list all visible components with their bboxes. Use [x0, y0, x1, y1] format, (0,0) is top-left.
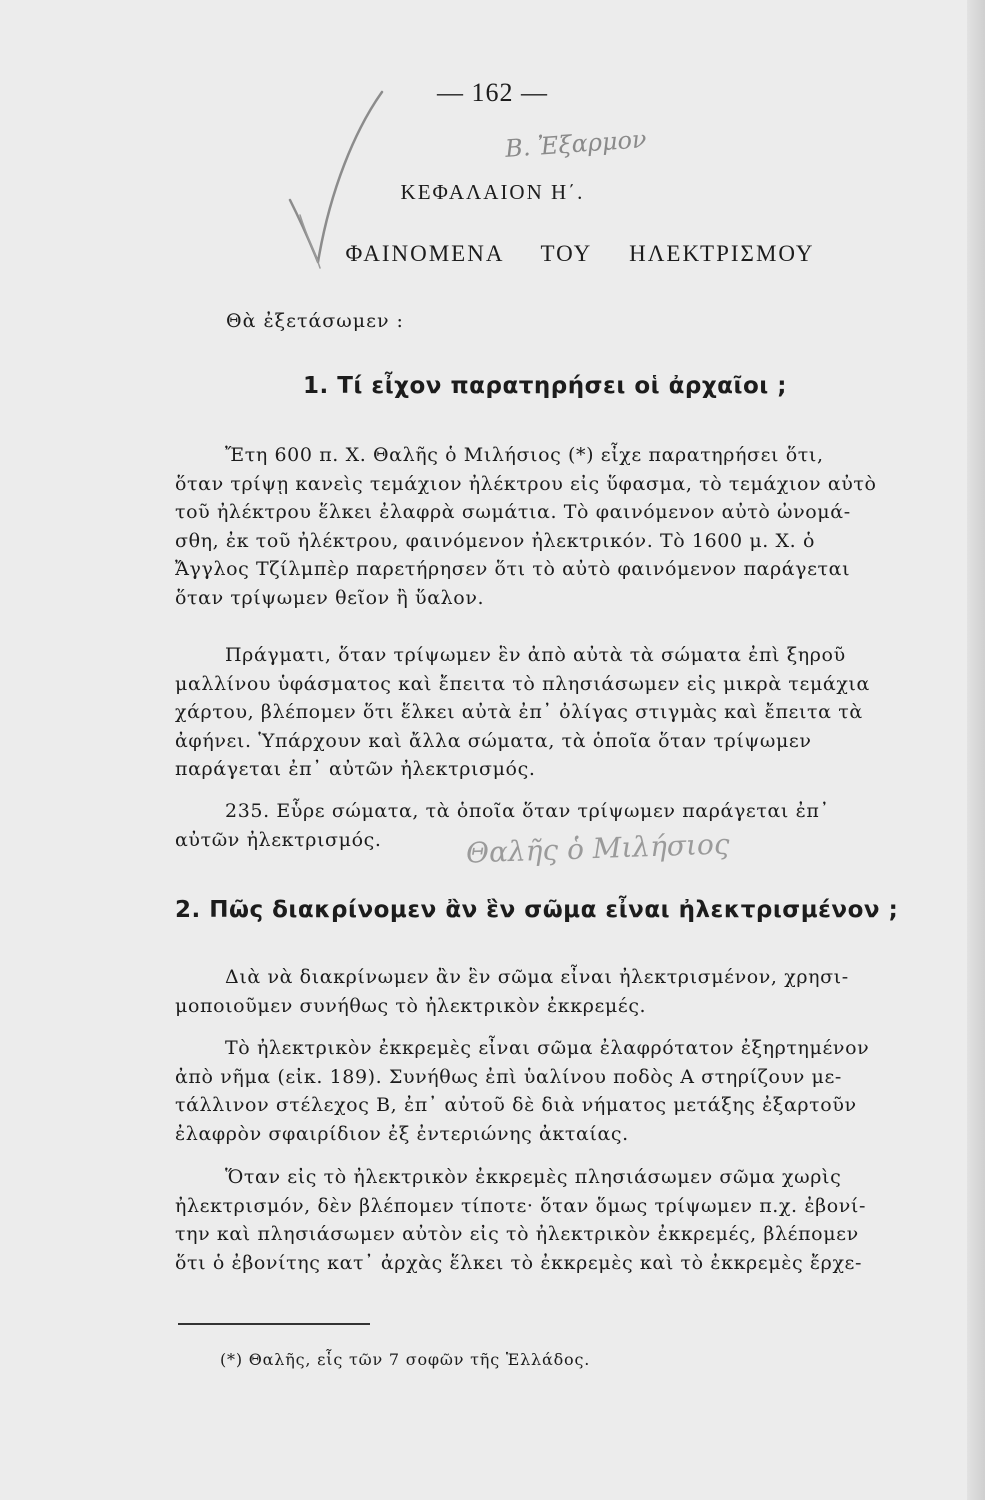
paragraph-2 [175, 641, 961, 784]
handwritten-note-middle: Θαλῆς ὁ Μιλήσιος [465, 827, 731, 870]
text-line: Διὰ νὰ διακρίνωμεν ἂν ἓν σῶμα εἶναι ἠλεκτρισμένον, χρησι- [225, 966, 849, 988]
text-line: ὅταν τρίψωμεν θεῖον ἢ ὕαλον. [175, 586, 485, 609]
paragraph-3 [175, 963, 961, 1020]
section-heading-1: 1. Τί εἶχον παρατηρήσει οἱ ἀρχαῖοι ; [303, 373, 787, 399]
text-line: τοῦ ἠλέκτρου ἕλκει ἐλαφρὰ σωμάτια. Τὸ φαινόμενον αὐτὸ ὠνομά- [175, 501, 851, 523]
text-line: αὐτῶν ἠλεκτρισμός. [175, 828, 382, 851]
footnote-divider [178, 1323, 370, 1325]
paragraph-4 [175, 1034, 961, 1148]
text-line: ὅτι ὁ ἐβονίτης κατ᾽ ἀρχὰς ἕλκει τὸ ἐκκρεμὲς καὶ τὸ ἐκκρεμὲς ἔρχε- [175, 1251, 863, 1274]
paragraph-1 [175, 441, 961, 612]
text-line: Πράγματι, ὅταν τρίψωμεν ἓν ἀπὸ αὐτὰ τὰ σώματα ἐπὶ ξηροῦ [225, 644, 846, 666]
text-line: χάρτου, βλέπομεν ὅτι ἕλκει αὐτὰ ἐπ᾽ ὀλίγας στιγμὰς καὶ ἔπειτα τὰ [175, 701, 863, 723]
text-line: παράγεται ἐπ᾽ αὐτῶν ἠλεκτρισμός. [175, 758, 536, 780]
text-line: ἠλεκτρισμόν, δὲν βλέπομεν τίποτε· ὅταν ὅμως τρίψωμεν π.χ. ἐβονί- [175, 1194, 866, 1217]
text-line: Ὅταν εἰς τὸ ἠλεκτρικὸν ἐκκρεμὲς πλησιάσωμεν σῶμα χωρὶς [225, 1166, 842, 1188]
text-line: σθη, ἐκ τοῦ ἠλέκτρου, φαινόμενον ἠλεκτρικόν. Τὸ 1600 μ. Χ. ὁ [175, 529, 815, 552]
chapter-title: ΦΑΙΝΟΜΕΝΑ ΤΟΥ ΗΛΕΚΤΡΙΣΜΟΥ [345, 241, 815, 266]
handwritten-note-top: Β. Ἐξαρμον [504, 125, 648, 163]
text-line: ἀπὸ νῆμα (εἰκ. 189). Συνήθως ἐπὶ ὑαλίνου ποδὸς Α στηρίζουν με- [175, 1065, 842, 1088]
text-line: Τὸ ἠλεκτρικὸν ἐκκρεμὲς εἶναι σῶμα ἐλαφρότατον ἐξηρτημένον [225, 1037, 870, 1059]
page-edge-shadow [967, 0, 985, 1500]
text-line: 235. Εὗρε σώματα, τὰ ὁποῖα ὅταν τρίψωμεν παράγεται ἐπ᾽ [225, 800, 830, 822]
text-line: μοποιοῦμεν συνήθως τὸ ἠλεκτρικὸν ἐκκρεμές. [175, 994, 647, 1017]
chapter-label: ΚΕΦΑΛΑΙΟΝ Η΄. [400, 180, 585, 204]
paragraph-5 [175, 1163, 961, 1277]
text-line: την καὶ πλησιάσωμεν αὐτὸν εἰς τὸ ἠλεκτρικὸν ἐκκρεμές, βλέπομεν [175, 1223, 859, 1245]
text-line: τάλλινον στέλεχος Β, ἐπ᾽ αὐτοῦ δὲ διὰ νήματος μετάξης ἐξαρτοῦν [175, 1094, 857, 1116]
text-line: ἐλαφρὸν σφαιρίδιον ἐξ ἐντεριώνης ἀκταίας. [175, 1122, 629, 1145]
text-line: ὅταν τρίψῃ κανεὶς τεμάχιον ἠλέκτρου εἰς ὕφασμα, τὸ τεμάχιον αὐτὸ [175, 472, 877, 495]
text-line: Ἄγγλος Τζίλμπὲρ παρετήρησεν ὅτι τὸ αὐτὸ φαινόμενον παράγεται [175, 558, 851, 580]
text-line: ἀφήνει. Ὑπάρχουν καὶ ἄλλα σώματα, τὰ ὁποῖα ὅταν τρίψωμεν [175, 729, 812, 752]
section-heading-2: 2. Πῶς διακρίνομεν ἂν ἓν σῶμα εἶναι ἠλεκτρισμένον ; [175, 897, 899, 923]
page-number: — 162 — [437, 78, 548, 107]
text-line: μαλλίνου ὑφάσματος καὶ ἔπειτα τὸ πλησιάσωμεν εἰς μικρὰ τεμάχια [175, 672, 870, 695]
intro-line: Θὰ ἐξετάσωμεν : [226, 310, 404, 332]
text-line: Ἔτη 600 π. Χ. Θαλῆς ὁ Μιλήσιος (*) εἶχε παρατηρήσει ὅτι, [225, 444, 824, 466]
footnote: (*) Θαλῆς, εἷς τῶν 7 σοφῶν τῆς Ἑλλάδος. [220, 1350, 591, 1369]
